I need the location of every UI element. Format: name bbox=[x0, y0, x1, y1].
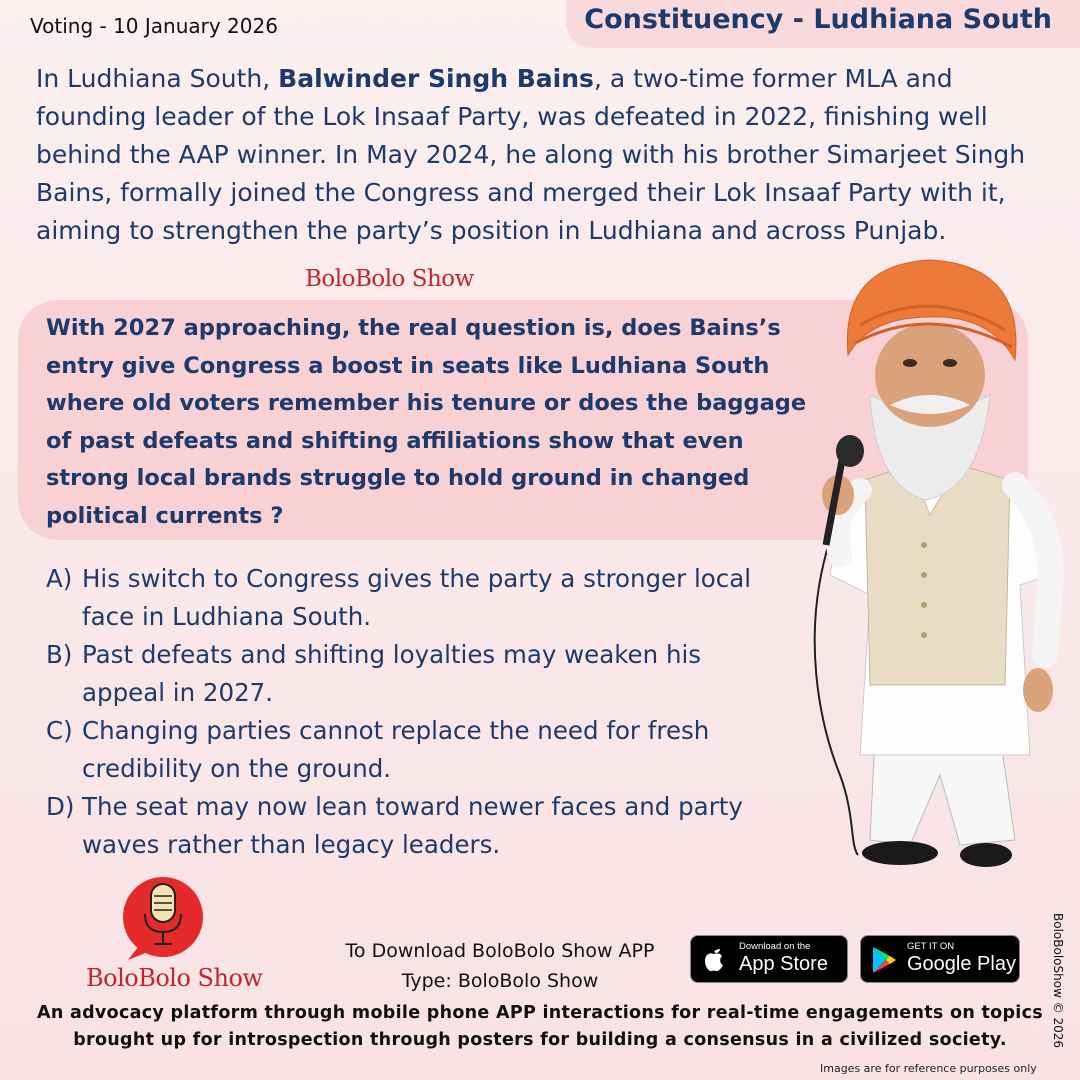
google-play-badge[interactable] bbox=[860, 935, 1020, 983]
app-store-small-text: Download on the bbox=[739, 941, 811, 952]
politician-caricature bbox=[800, 255, 1070, 875]
option-c[interactable]: C) Changing parties cannot replace the need for fresh credibility on the ground. bbox=[46, 716, 710, 783]
constituency-title: Constituency - Ludhiana South bbox=[584, 4, 1052, 35]
option-a[interactable]: A) His switch to Congress gives the party a stronger local face in Ludhiana South. bbox=[46, 564, 752, 631]
watermark-brand: BoloBolo Show bbox=[305, 266, 474, 292]
google-play-small-text: GET IT ON bbox=[907, 941, 955, 952]
apple-icon bbox=[703, 945, 725, 972]
google-play-icon bbox=[871, 946, 897, 974]
option-b[interactable]: B) Past defeats and shifting loyalties may weaken his appeal in 2027. bbox=[46, 640, 702, 707]
intro-text-rest: , a two-time former MLA and founding leader of the Lok Insaaf Party, was defeated in 2022, finishing well behind the AAP winner. In May 2024, he along with his brother Simarjeet Singh Bains, formally joined the Congress and merged their Lok Insaaf Party with it, aiming to strengthen the party’s position in Ludhiana and across Punjab. bbox=[36, 64, 1026, 245]
tagline: An advocacy platform through mobile phone APP interactions for real-time engagements on topics brought up for introspection through posters for building a consensus in a civilized society. bbox=[36, 1003, 1043, 1050]
logo-brand-text: BoloBolo Show bbox=[86, 964, 263, 992]
reference-note: Images are for reference purposes only bbox=[820, 1062, 1037, 1075]
question-text: With 2027 approaching, the real question is, does Bains’s entry give Congress a boost in seats like Ludhiana South where old voters remember his tenure or does the baggage of past defeats and shifting affiliations show that even strong local brands struggle to hold ground in changed political currents ? bbox=[46, 315, 807, 529]
intro-text-start: In Ludhiana South, bbox=[36, 64, 279, 93]
voting-date: Voting - 10 January 2026 bbox=[30, 14, 278, 38]
google-play-label: Google Play bbox=[907, 953, 1016, 975]
candidate-name: Balwinder Singh Bains bbox=[278, 64, 594, 93]
download-instruction: To Download BoloBolo Show APP bbox=[345, 940, 655, 962]
bolobolo-logo-icon bbox=[118, 872, 208, 962]
intro-paragraph bbox=[36, 60, 1036, 250]
app-store-label: App Store bbox=[739, 953, 828, 975]
app-store-badge[interactable] bbox=[690, 935, 848, 983]
search-instruction: Type: BoloBolo Show bbox=[401, 970, 599, 992]
option-d[interactable]: D) The seat may now lean toward newer faces and party waves rather than legacy leaders. bbox=[46, 792, 743, 859]
copyright-notice bbox=[1046, 910, 1066, 1060]
options-list bbox=[46, 560, 766, 864]
copyright-text: BoloBoloShow © 2026 bbox=[1051, 913, 1065, 1049]
constituency-tab bbox=[566, 0, 1080, 48]
